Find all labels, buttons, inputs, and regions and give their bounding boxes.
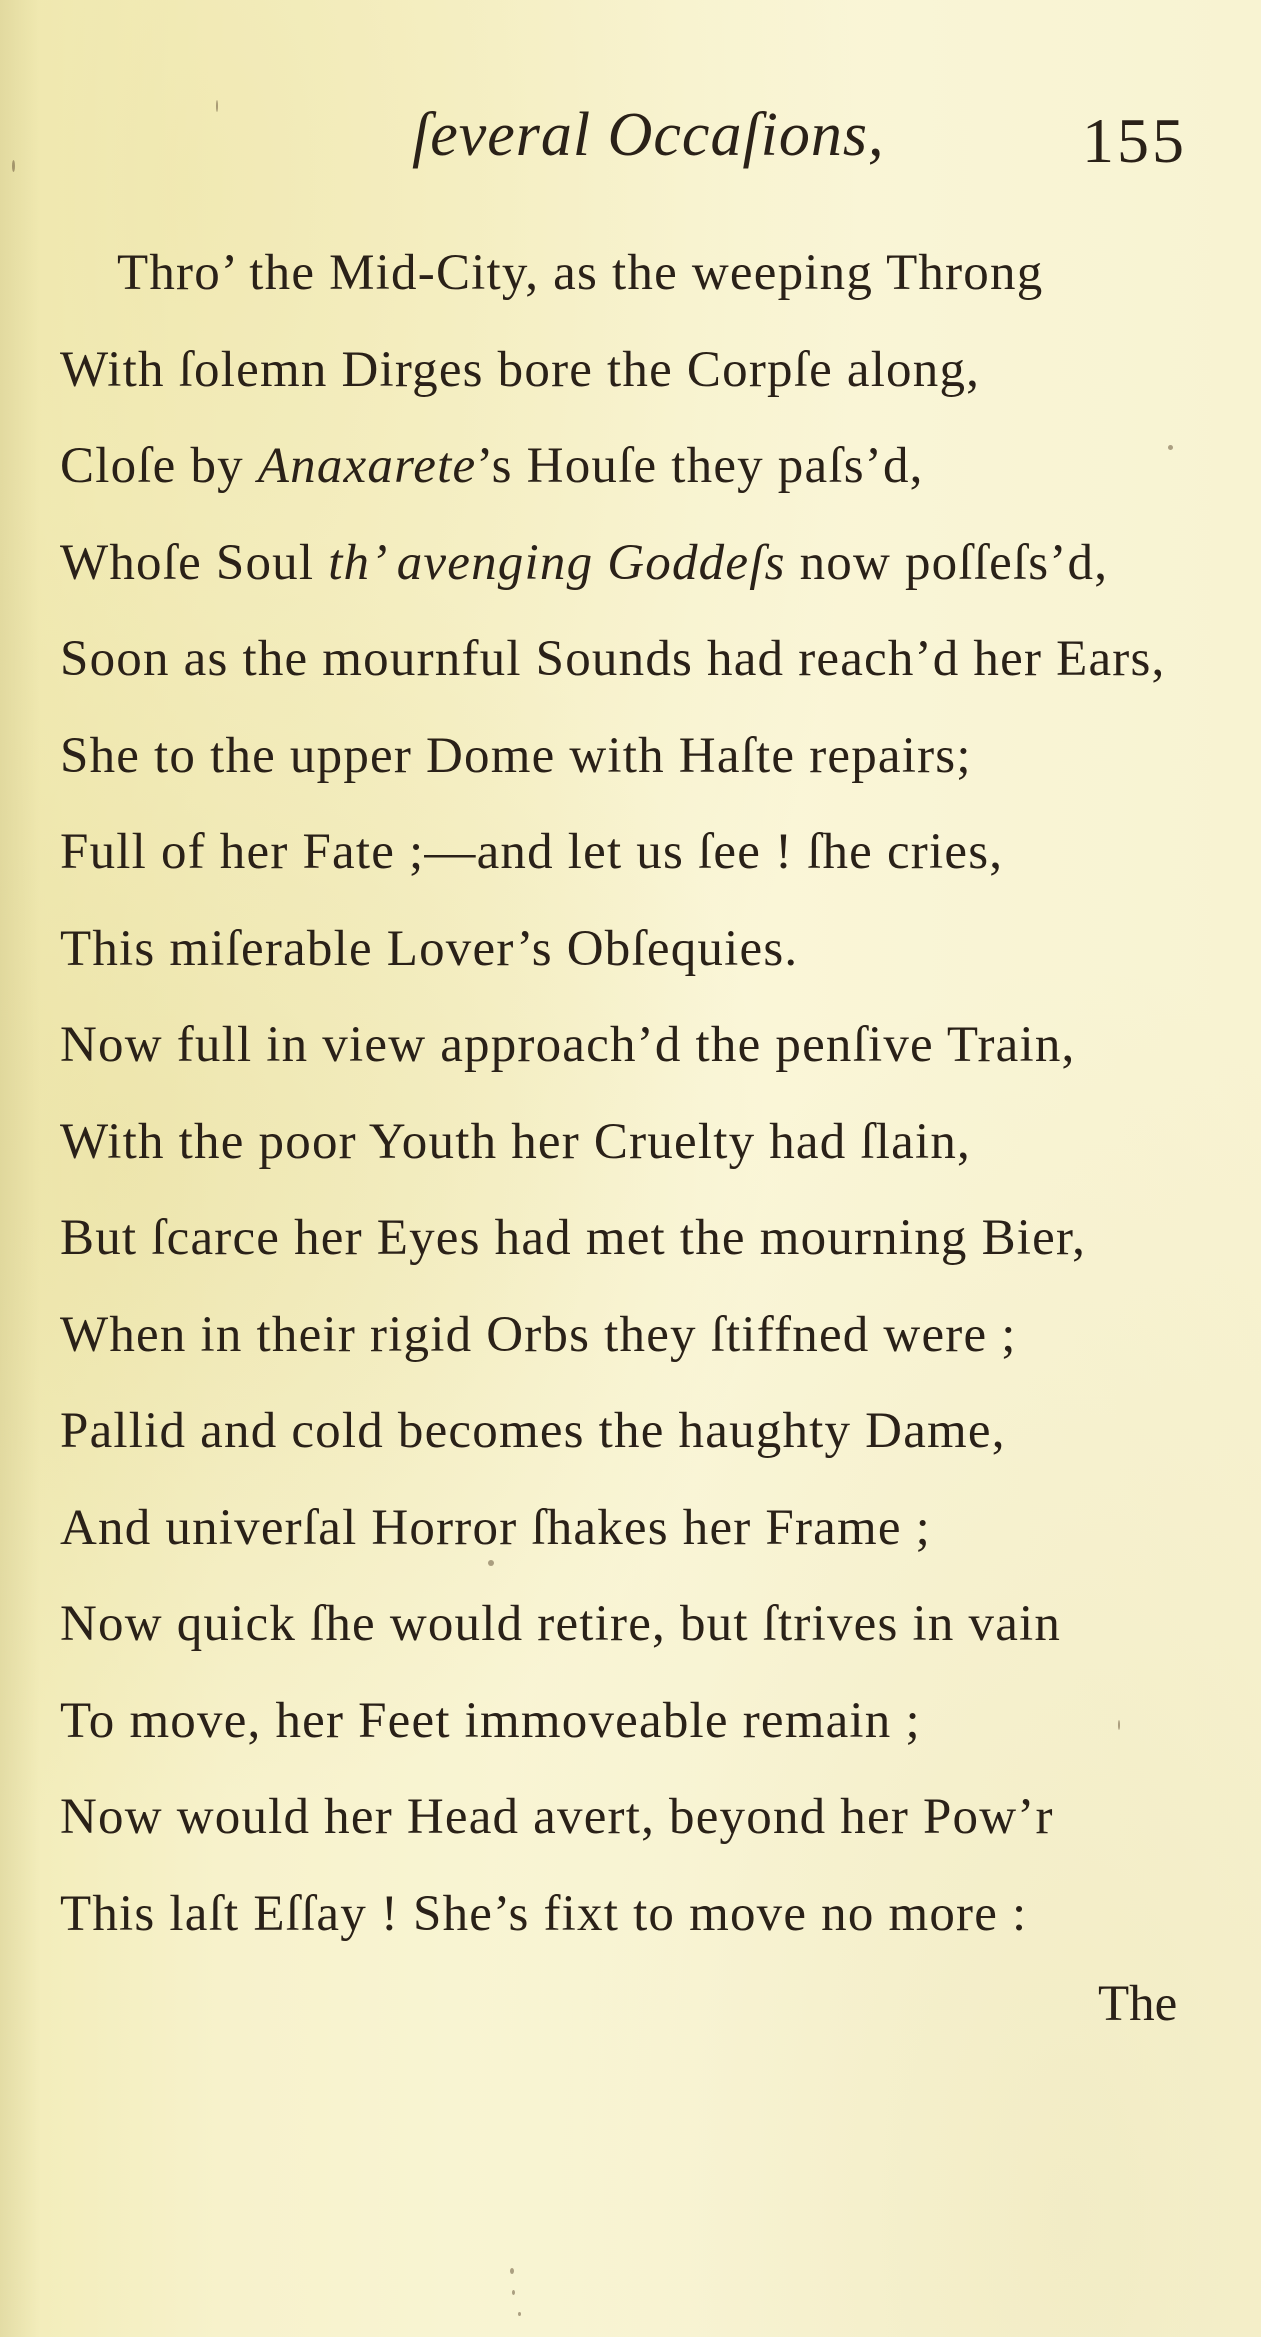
- paper-speck: [488, 1560, 494, 1566]
- verse-line: [60, 611, 1180, 708]
- verse-line: [60, 418, 1180, 515]
- paper-speck: [12, 160, 15, 172]
- verse-text: Pallid and cold becomes the haughty Dame,: [60, 1403, 1006, 1459]
- verse-text: ’s Houſe they paſs’d,: [476, 438, 924, 494]
- verse-line: [60, 515, 1180, 612]
- verse-text: Now full in view approach’d the penſive Train,: [60, 1017, 1076, 1073]
- verse-line: [60, 804, 1180, 901]
- verse-line: [60, 1866, 1180, 1963]
- verse-line: [60, 901, 1180, 998]
- verse-line: [60, 1769, 1180, 1866]
- verse-text: With the poor Youth her Cruelty had ſlain,: [60, 1113, 971, 1170]
- verse-text: With ſolemn Dirges bore the Corpſe along,: [60, 341, 981, 398]
- verse-text: When in their rigid Orbs they ſtiffned were ;: [60, 1306, 1017, 1363]
- verse-text: This miſerable Lover’s Obſequies.: [60, 920, 799, 977]
- verse-line: [60, 1287, 1180, 1384]
- verse-text: But ſcarce her Eyes had met the mourning Bier,: [60, 1210, 1087, 1266]
- verse-text: Full of her Fate ;—and let us ſee ! ſhe cries,: [60, 824, 1004, 880]
- page-number: 155: [1082, 105, 1187, 176]
- verse-line: [60, 322, 1180, 419]
- italic-phrase: th’ avenging Goddeſs: [328, 534, 786, 591]
- paper-speck: [518, 2312, 521, 2316]
- verse-line: [60, 708, 1180, 805]
- paper-speck: [1118, 1720, 1120, 1730]
- verse-text: Soon as the mournful Sounds had reach’d her Ears,: [60, 631, 1166, 687]
- italic-phrase: Anaxarete: [257, 438, 477, 494]
- verse-text: Now would her Head avert, beyond her Pow’r: [60, 1789, 1054, 1845]
- verse-line: [60, 1383, 1180, 1480]
- page-gutter-shadow: [0, 0, 40, 2337]
- verse-text: And univerſal Horror ſhakes her Frame ;: [60, 1499, 932, 1556]
- verse-text: Thro’ the Mid-City, as the weeping Throng: [117, 245, 1044, 301]
- verse-line: [60, 1673, 1180, 1770]
- verse-text: To move, her Feet immoveable remain ;: [60, 1692, 921, 1749]
- paper-speck: [216, 100, 218, 112]
- verse-text: Cloſe by: [60, 438, 258, 494]
- page-header: [0, 100, 1261, 180]
- verse-text: She to the upper Dome with Haſte repairs;: [60, 727, 972, 784]
- verse-text: This laſt Eſſay ! She’s fixt to move no more :: [60, 1885, 1028, 1942]
- verse-line: [60, 1094, 1180, 1191]
- verse-text: now poſſeſs’d,: [785, 534, 1109, 591]
- catchword: The: [1098, 1976, 1178, 2032]
- paper-speck: [512, 2290, 515, 2295]
- paper-speck: [510, 2268, 514, 2274]
- poem-text: [60, 225, 1180, 1962]
- verse-line: [60, 1190, 1180, 1287]
- verse-line: [60, 1480, 1180, 1577]
- running-title: ſeveral Occaſions,: [412, 101, 885, 169]
- verse-text: Now quick ſhe would retire, but ſtrives in vain: [60, 1596, 1062, 1652]
- verse-line: [60, 997, 1180, 1094]
- verse-line: [60, 225, 1180, 322]
- verse-line: [60, 1576, 1180, 1673]
- paper-speck: [1168, 445, 1173, 450]
- verse-text: Whoſe Soul: [60, 534, 329, 591]
